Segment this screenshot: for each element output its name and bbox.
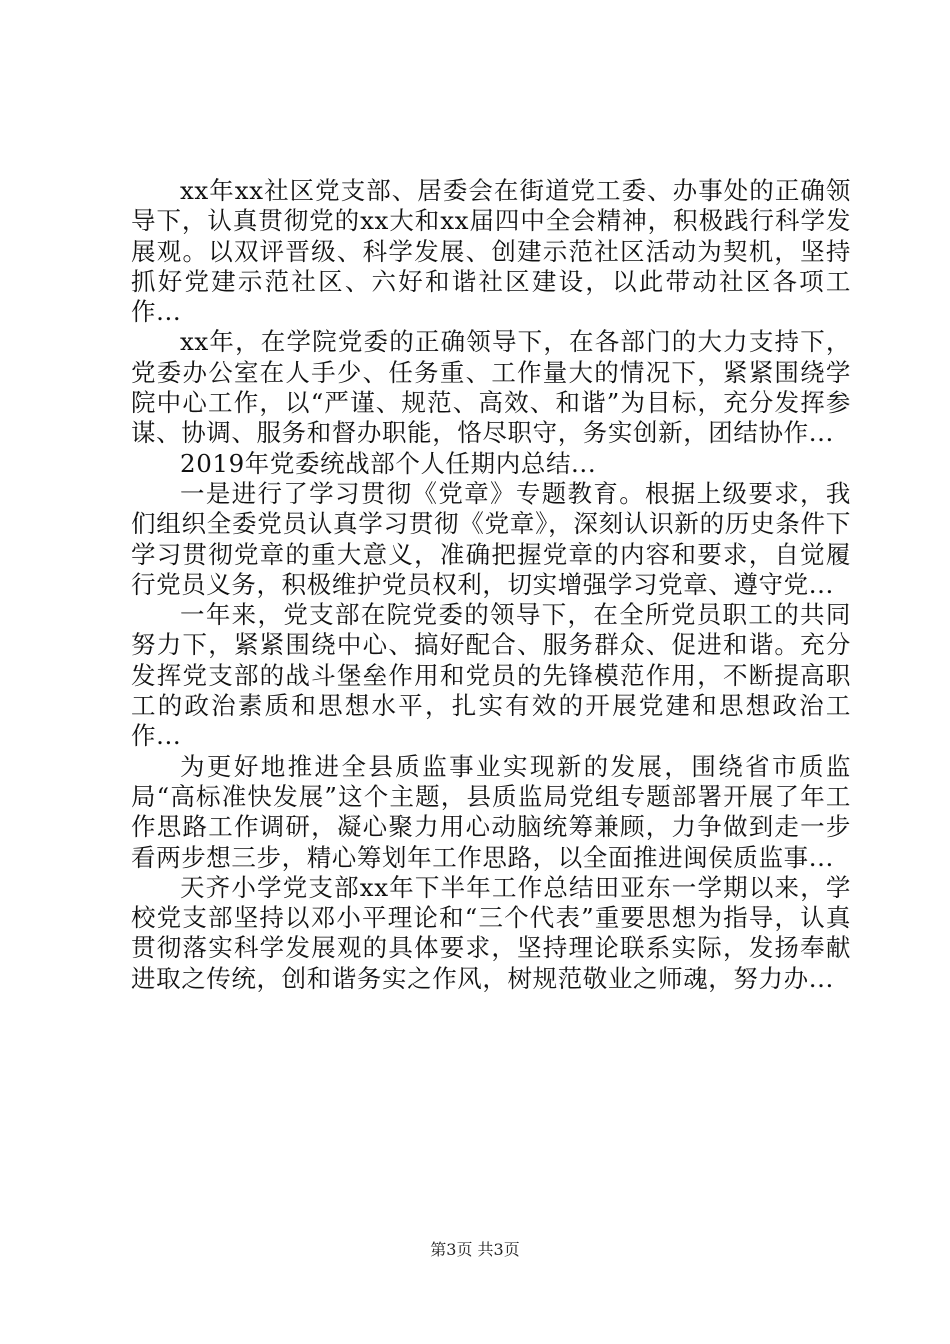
paragraph-2: xx年，在学院党委的正确领导下，在各部门的大力支持下，党委办公室在人手少、任务重、工作量大的情况下，紧紧围绕学院中心工作，以“严谨、规范、高效、和谐”为目标，充分发挥参谋、协调、服务和督办职能，恪尽职守，务实创新，团结协作... bbox=[131, 327, 851, 448]
paragraph-7: 天齐小学党支部xx年下半年工作总结田亚东一学期以来，学校党支部坚持以邓小平理论和“三个代表”重要思想为指导，认真贯彻落实科学发展观的具体要求，坚持理论联系实际，发扬奉献进取之传统，创和谐务实之作风，树规范敬业之师魂，努力办... bbox=[131, 872, 851, 993]
paragraph-4: 一是进行了学习贯彻《党章》专题教育。根据上级要求，我们组织全委党员认真学习贯彻《党章》，深刻认识新的历史条件下学习贯彻党章的重大意义，准确把握党章的内容和要求，自觉履行党员义务，积极维护党员权利，切实增强学习党章、遵守党... bbox=[131, 478, 851, 599]
paragraph-6: 为更好地推进全县质监事业实现新的发展，围绕省市质监局“高标准快发展”这个主题，县质监局党组专题部署开展了年工作思路工作调研，凝心聚力用心动脑统筹兼顾，力争做到走一步看两步想三步，精心筹划年工作思路，以全面推进闽侯质监事... bbox=[131, 751, 851, 872]
paragraph-1: xx年xx社区党支部、居委会在街道党工委、办事处的正确领导下，认真贯彻党的xx大和xx届四中全会精神，积极践行科学发展观。以双评晋级、科学发展、创建示范社区活动为契机，坚持抓好党建示范社区、六好和谐社区建设，以此带动社区各项工作... bbox=[131, 176, 851, 327]
document-body bbox=[131, 176, 851, 994]
page-footer: 第3页 共3页 bbox=[430, 1240, 520, 1259]
paragraph-5: 一年来，党支部在院党委的领导下，在全所党员职工的共同努力下，紧紧围绕中心、搞好配合、服务群众、促进和谐。充分发挥党支部的战斗堡垒作用和党员的先锋模范作用，不断提高职工的政治素质和思想水平，扎实有效的开展党建和思想政治工作... bbox=[131, 600, 851, 751]
paragraph-3: 2019年党委统战部个人任期内总结... bbox=[180, 448, 597, 478]
